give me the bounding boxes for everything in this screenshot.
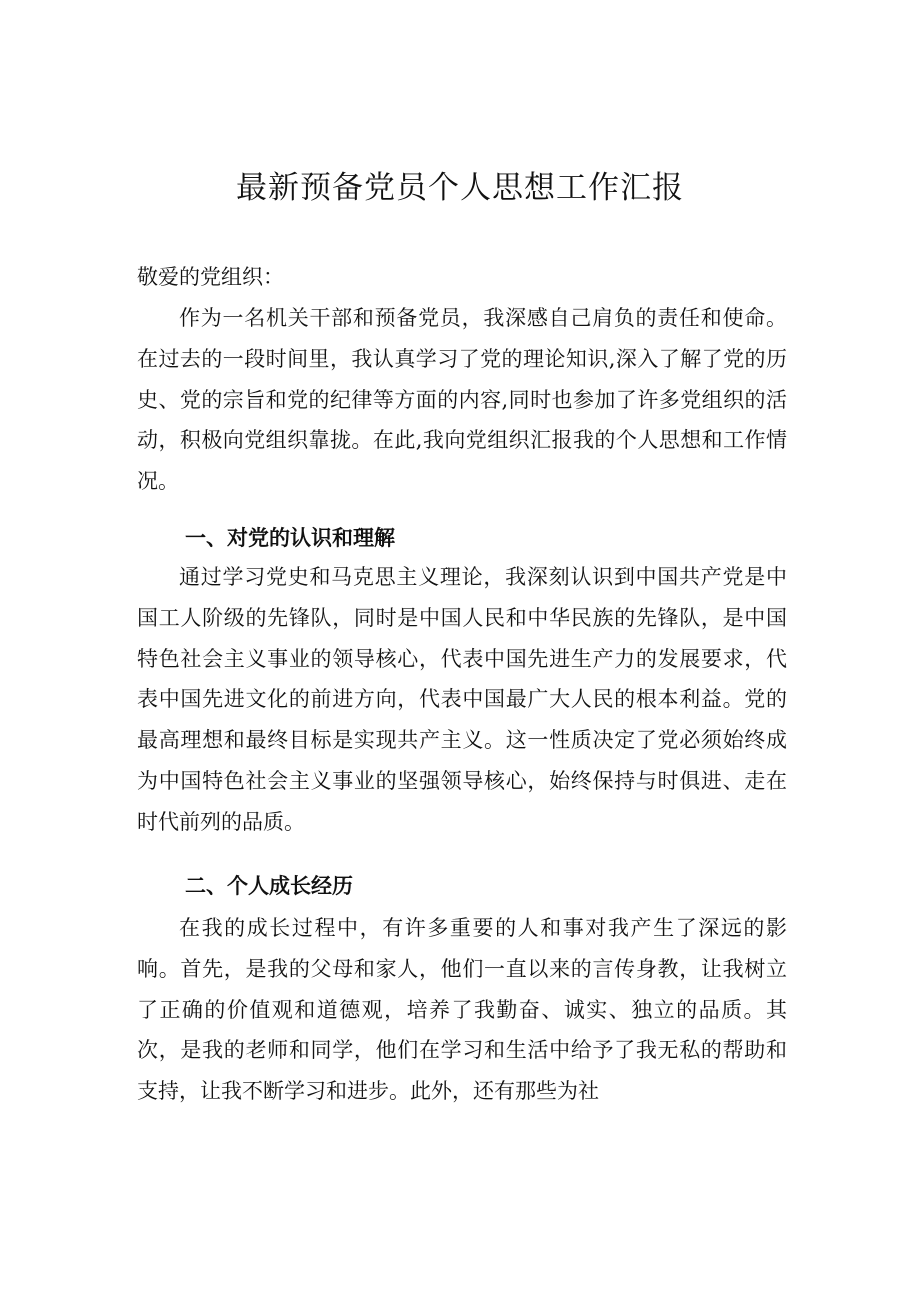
salutation: 敬爱的党组织： (137, 265, 284, 289)
section-heading-personal-growth: 二、个人成长经历 (185, 874, 353, 898)
section-heading-party-understanding: 一、对党的认识和理解 (185, 526, 395, 550)
personal-growth-paragraph: 在我的成长过程中，有许多重要的人和事对我产生了深远的影响。首先，是我的父母和家人，他们一直以来的言传身教，让我树立了正确的价值观和道德观，培养了我勤奋、诚实、独立的品质。其次，是我的老师和同学，他们在学习和生活中给予了我无私的帮助和支持，让我不断学习和进步。此外，还有那些为社 (137, 916, 787, 1104)
intro-paragraph: 作为一名机关干部和预备党员，我深感自己肩负的责任和使命。在过去的一段时间里，我认真学习了党的理论知识,深入了解了党的历史、党的宗旨和党的纪律等方面的内容,同时也参加了许多党组织的活动，积极向党组织靠拢。在此,我向党组织汇报我的个人思想和工作情况。 (137, 306, 787, 494)
document-title: 最新预备党员个人思想工作汇报 (236, 170, 684, 206)
party-understanding-paragraph: 通过学习党史和马克思主义理论，我深刻认识到中国共产党是中国工人阶级的先锋队，同时是中国人民和中华民族的先锋队，是中国特色社会主义事业的领导核心，代表中国先进生产力的发展要求，代表中国先进文化的前进方向，代表中国最广大人民的根本利益。党的最高理想和最终目标是实现共产主义。这一性质决定了党必须始终成为中国特色社会主义事业的坚强领导核心，始终保持与时俱进、走在时代前列的品质。 (137, 565, 787, 834)
